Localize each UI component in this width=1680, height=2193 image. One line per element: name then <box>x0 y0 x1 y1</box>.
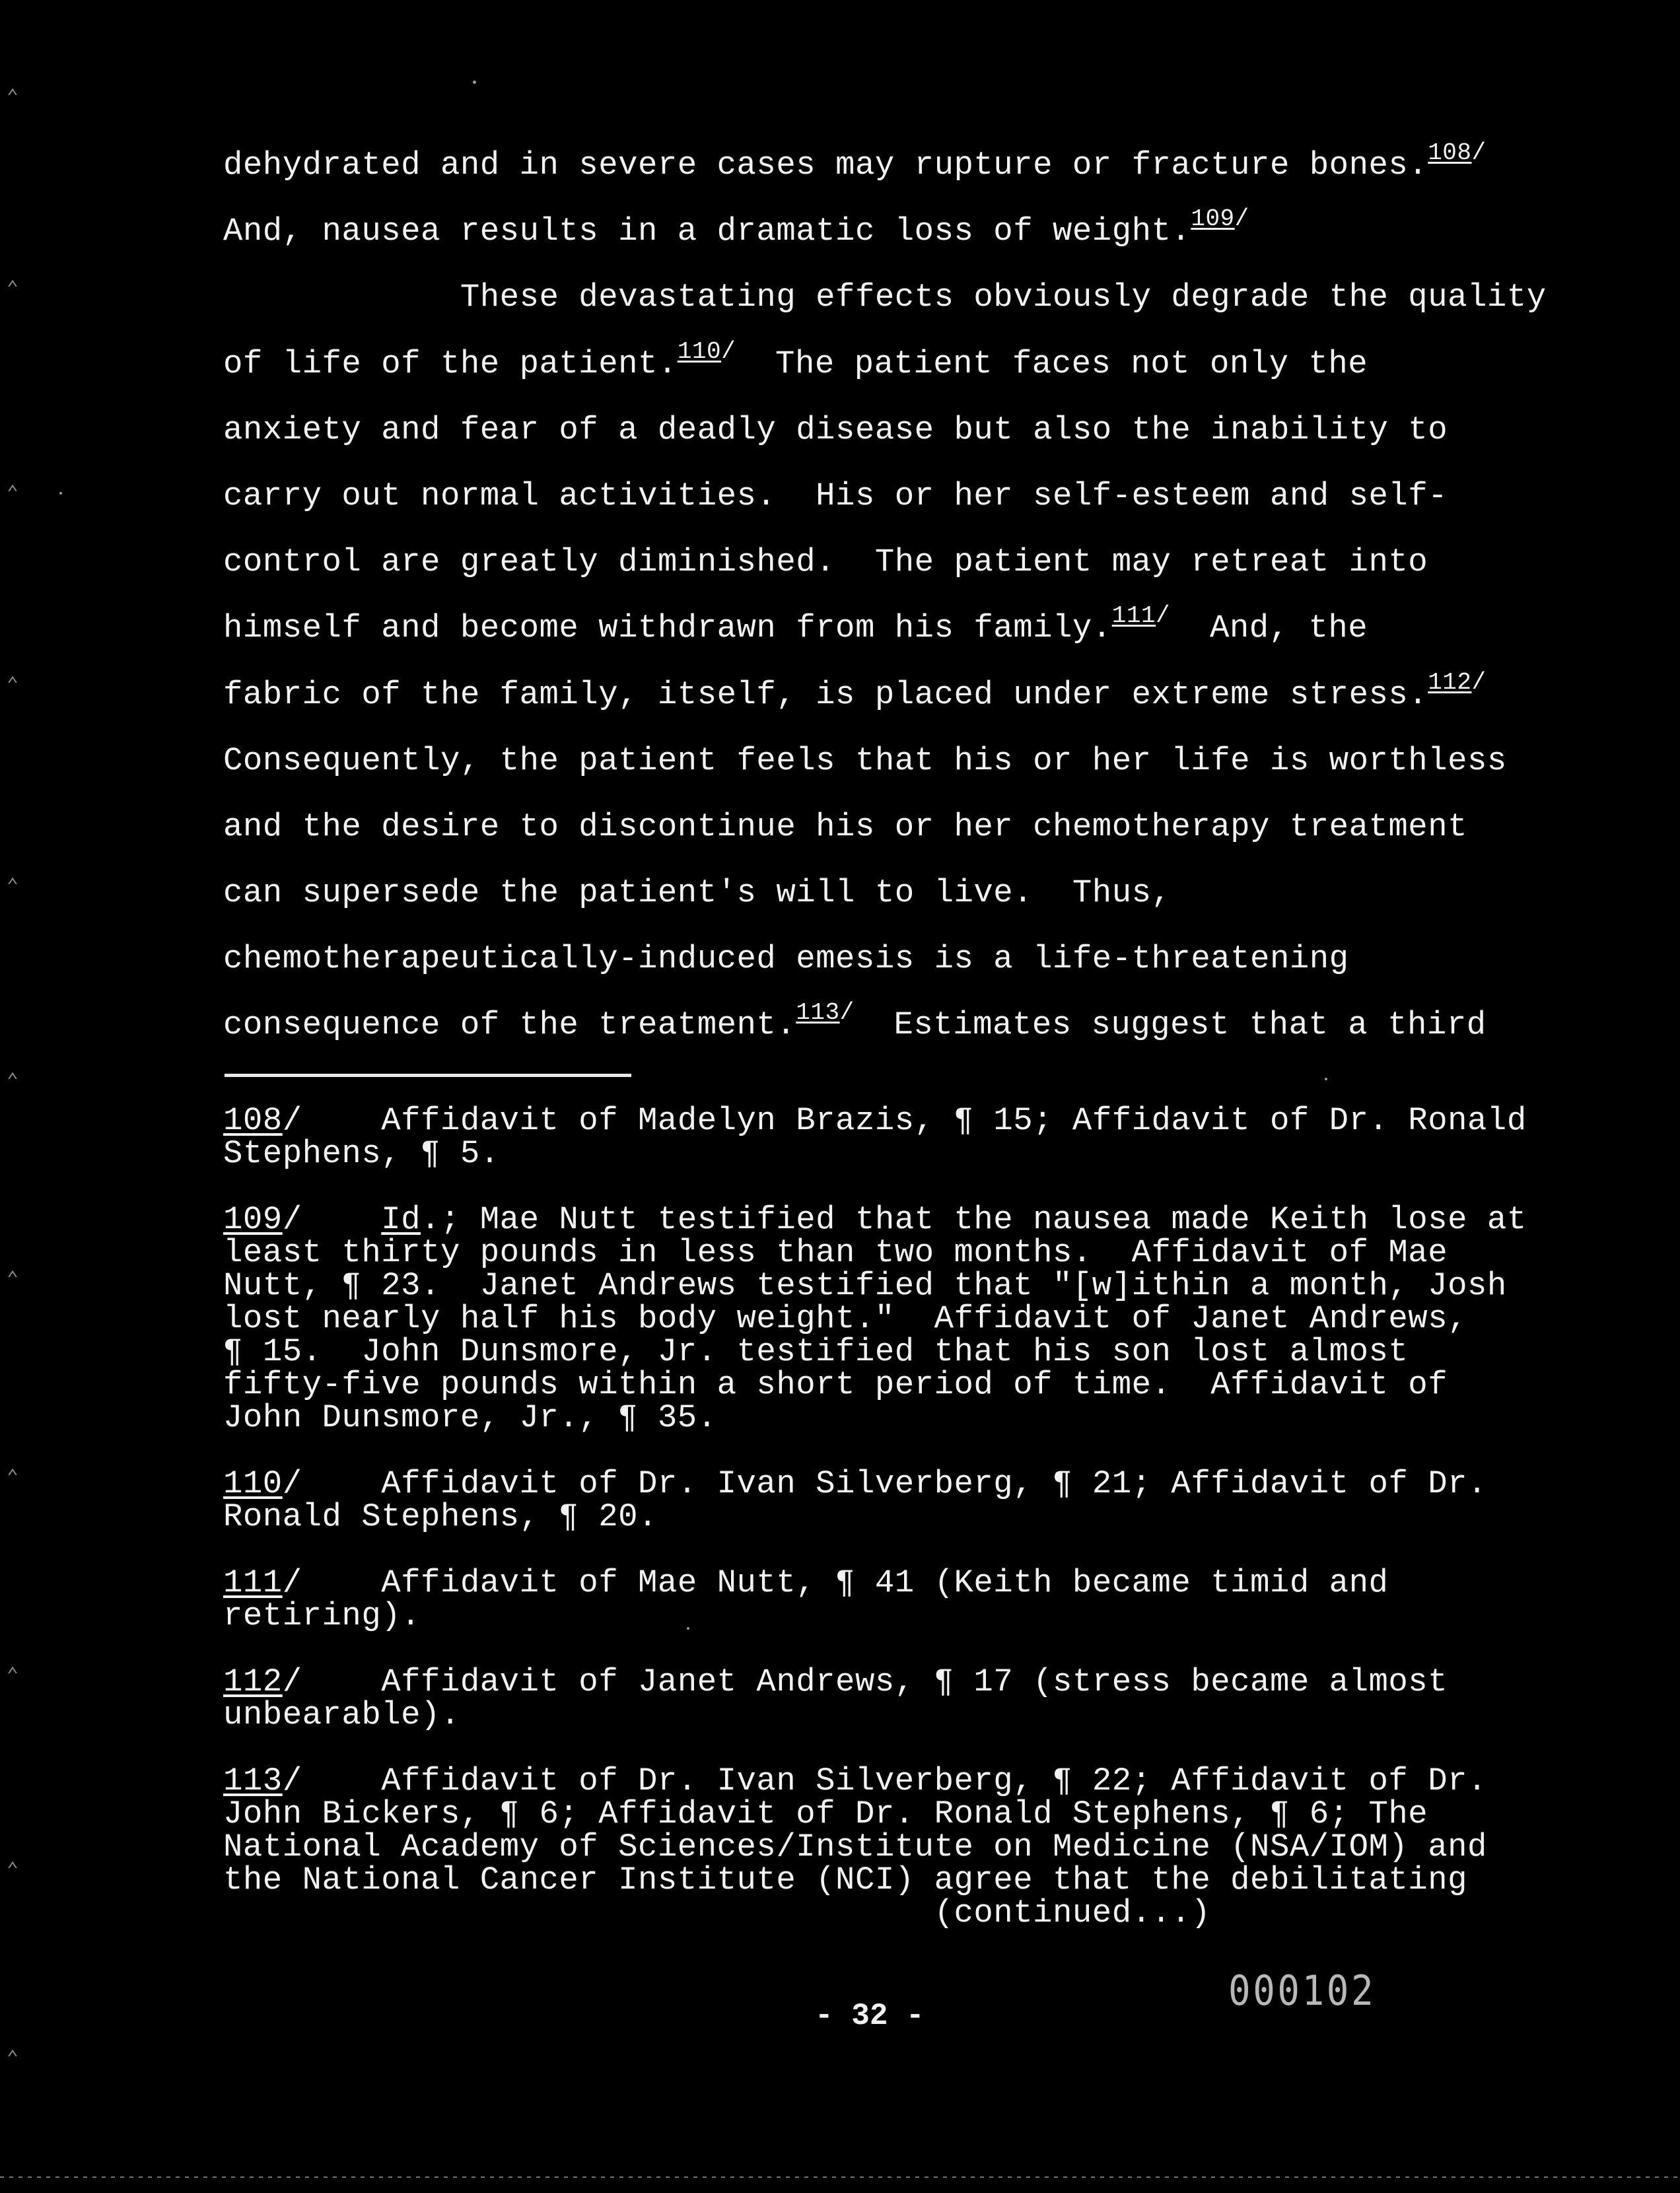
footnote-reference-link[interactable]: 112/ <box>1428 668 1487 696</box>
body-line <box>223 198 1557 264</box>
page-number: - 32 - <box>815 1999 925 2033</box>
margin-mark: ⌃ <box>7 675 19 697</box>
body-line <box>223 331 1557 397</box>
text-run: National Academy of Sciences/Institute on Medicine (NSA/IOM) and <box>223 1828 1487 1865</box>
text-run: the National Cancer Institute (NCI) agree that the debilitating <box>223 1862 1468 1898</box>
footnote-reference-number: 109 <box>1191 205 1235 233</box>
margin-mark: ⌃ <box>7 483 19 506</box>
body-line <box>223 529 1557 595</box>
text-run: Affidavit of Dr. Ivan Silverberg, ¶ 22; Affidavit of Dr. <box>302 1762 1487 1799</box>
footnote-reference-link[interactable]: 111/ <box>1111 602 1171 630</box>
footnote-number-value: 112 <box>223 1663 283 1700</box>
text-run: And, nausea results in a dramatic loss of weight. <box>223 213 1191 250</box>
footnote-108 <box>223 1104 1570 1170</box>
text-run: Affidavit of Dr. Ivan Silverberg, ¶ 21; Affidavit of Dr. <box>302 1465 1487 1502</box>
margin-mark: ⌃ <box>7 1071 19 1094</box>
text-run: fabric of the family, itself, is placed under extreme stress. <box>223 676 1428 713</box>
text-run: Stephens, ¶ 5. <box>223 1135 500 1172</box>
text-run: ¶ 15. John Dunsmore, Jr. testified that his son lost almost <box>223 1333 1409 1370</box>
body-line <box>223 463 1557 529</box>
text-run: Nutt, ¶ 23. Janet Andrews testified that "[w]ithin a month, Josh <box>223 1267 1507 1304</box>
body-line <box>223 794 1557 860</box>
footnote-line <box>223 1863 1570 1897</box>
footnote-line <box>223 1566 1570 1599</box>
footnote-reference-link[interactable]: 110/ <box>677 337 736 365</box>
footnote-line <box>223 1698 1570 1731</box>
footnote-line <box>223 1830 1570 1863</box>
text-run: (continued...) <box>223 1895 1211 1932</box>
body-line <box>223 264 1557 330</box>
text-run: The patient faces not only the <box>736 345 1368 382</box>
footnotes-section <box>223 1104 1570 1930</box>
footnote-reference-number: 112 <box>1428 668 1472 696</box>
scan-speck <box>59 492 62 495</box>
footnote-number: 112/ <box>223 1663 302 1700</box>
text-run: John Dunsmore, Jr., ¶ 35. <box>223 1399 717 1436</box>
margin-mark: ⌃ <box>7 1860 19 1883</box>
footnote-line <box>223 1797 1570 1830</box>
body-line <box>223 992 1557 1058</box>
footnote-reference-link[interactable]: 108/ <box>1428 139 1487 166</box>
footnote-line <box>223 1104 1570 1137</box>
text-run: of life of the patient. <box>223 345 678 382</box>
footnote-number-value: 113 <box>223 1762 283 1799</box>
text-run: Ronald Stephens, ¶ 20. <box>223 1498 658 1535</box>
text-run: dehydrated and in severe cases may rupture or fracture bones. <box>223 147 1428 184</box>
body-line <box>223 595 1557 661</box>
margin-mark: ⌃ <box>7 1467 19 1490</box>
text-run: unbearable). <box>223 1696 460 1733</box>
footnote-number: 109/ <box>223 1201 302 1238</box>
footnote-111 <box>223 1566 1570 1632</box>
scan-speck <box>1325 1078 1327 1080</box>
text-run: carry out normal activities. His or her self-esteem and self- <box>223 477 1448 514</box>
text-run: anxiety and fear of a deadly disease but also the inability to <box>223 411 1448 448</box>
footnote-line <box>223 1368 1570 1401</box>
footnote-line <box>223 1302 1570 1335</box>
footnote-line <box>223 1401 1570 1434</box>
text-run: John Bickers, ¶ 6; Affidavit of Dr. Ronald Stephens, ¶ 6; The <box>223 1795 1428 1832</box>
footnote-line <box>223 1500 1570 1533</box>
footnote-line <box>223 1599 1570 1632</box>
margin-mark: ⌃ <box>7 87 19 110</box>
footnote-number: 110/ <box>223 1465 302 1502</box>
footnote-number: 108/ <box>223 1102 302 1139</box>
body-line <box>223 860 1557 926</box>
footnote-reference-number: 108 <box>1428 139 1472 166</box>
footnote-line <box>223 1665 1570 1698</box>
text-run: control are greatly diminished. The patient may retreat into <box>223 543 1428 581</box>
body-line <box>223 397 1557 463</box>
text-run: retiring). <box>223 1597 421 1634</box>
text-run: consequence of the treatment. <box>223 1006 796 1044</box>
margin-mark: ⌃ <box>7 876 19 899</box>
body-line <box>223 132 1557 198</box>
scan-margin-marks <box>7 0 33 2193</box>
citation-id-signal: Id <box>381 1201 421 1238</box>
footnote-number: 111/ <box>223 1564 302 1601</box>
footnote-reference-number: 110 <box>677 337 722 365</box>
margin-mark: ⌃ <box>7 1665 19 1688</box>
footnote-number-value: 110 <box>223 1465 283 1502</box>
text-run: Estimates suggest that a third <box>854 1006 1487 1044</box>
footnote-line <box>223 1897 1570 1930</box>
footnote-line <box>223 1764 1570 1797</box>
footnote-separator-rule <box>225 1074 631 1077</box>
text-run: can supersede the patient's will to live. Thus, <box>223 874 1172 912</box>
footnote-reference-number: 111 <box>1111 602 1156 630</box>
scan-speck <box>473 81 476 84</box>
footnote-reference-link[interactable]: 109/ <box>1191 205 1249 233</box>
footnote-reference-link[interactable]: 113/ <box>796 999 855 1027</box>
body-line <box>223 662 1557 728</box>
footnote-line <box>223 1137 1570 1170</box>
body-text <box>223 132 1557 1059</box>
body-line <box>223 728 1557 794</box>
text-run: Affidavit of Janet Andrews, ¶ 17 (stress became almost <box>302 1663 1448 1700</box>
footnote-line <box>223 1335 1570 1368</box>
footnote-number-value: 109 <box>223 1201 283 1238</box>
text-run <box>302 1201 382 1238</box>
text-run: And, the <box>1170 609 1368 647</box>
text-run: Affidavit of Mae Nutt, ¶ 41 (Keith became timid and <box>302 1564 1389 1601</box>
footnote-line <box>223 1203 1570 1236</box>
footnote-reference-number: 113 <box>796 999 840 1027</box>
footnote-line <box>223 1269 1570 1302</box>
footnote-number: 113/ <box>223 1762 302 1799</box>
text-run: himself and become withdrawn from his family. <box>223 609 1112 647</box>
footnote-110 <box>223 1467 1570 1533</box>
text-run: least thirty pounds in less than two months. Affidavit of Mae <box>223 1234 1448 1271</box>
footnote-number-value: 108 <box>223 1102 283 1139</box>
bates-number: 000102 <box>1228 1967 1376 2015</box>
margin-mark: ⌃ <box>7 1269 19 1292</box>
text-run: lost nearly half his body weight." Affidavit of Janet Andrews, <box>223 1300 1468 1337</box>
text-run: fifty-five pounds within a short period of time. Affidavit of <box>223 1366 1448 1403</box>
footnote-113 <box>223 1764 1570 1930</box>
footnote-line <box>223 1236 1570 1269</box>
text-run: .; Mae Nutt testified that the nausea made Keith lose at <box>421 1201 1527 1238</box>
margin-mark: ⌃ <box>7 2048 19 2071</box>
margin-mark: ⌃ <box>7 279 19 301</box>
text-run: These devastating effects obviously degrade the quality <box>223 279 1547 316</box>
footnote-112 <box>223 1665 1570 1731</box>
footnote-number-value: 111 <box>223 1564 283 1601</box>
footnote-109 <box>223 1203 1570 1434</box>
text-run: Affidavit of Madelyn Brazis, ¶ 15; Affidavit of Dr. Ronald <box>302 1102 1527 1139</box>
text-run: Consequently, the patient feels that his or her life is worthless <box>223 742 1507 779</box>
scan-bottom-edge <box>0 2176 1680 2178</box>
text-run: chemotherapeutically-induced emesis is a life-threatening <box>223 940 1349 978</box>
text-run: and the desire to discontinue his or her chemotherapy treatment <box>223 808 1468 845</box>
body-line <box>223 926 1557 992</box>
footnote-line <box>223 1467 1570 1500</box>
